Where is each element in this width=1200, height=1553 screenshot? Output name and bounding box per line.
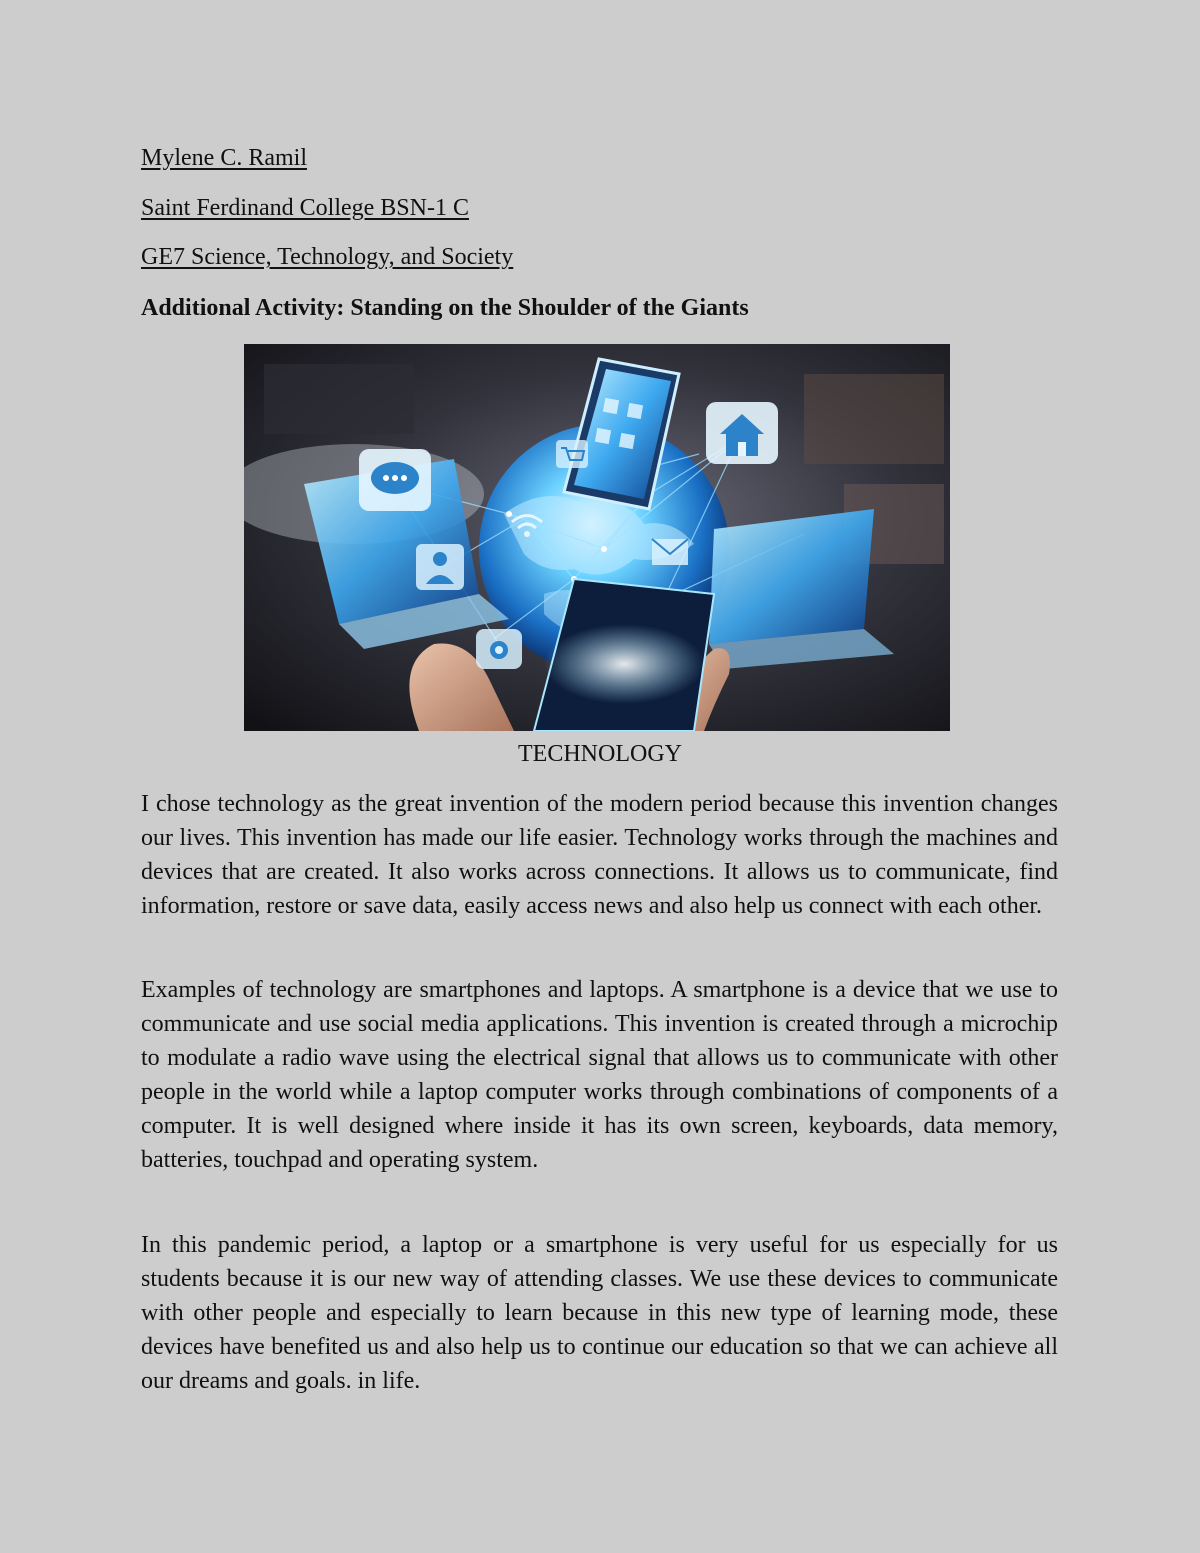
cart-icon xyxy=(556,440,588,468)
activity-title: Additional Activity: Standing on the Shoulder of the Giants xyxy=(141,295,749,321)
technology-image xyxy=(244,344,950,731)
school-section: Saint Ferdinand College BSN-1 C xyxy=(141,195,469,221)
user-icon xyxy=(416,544,464,590)
chat-bubble-icon xyxy=(359,449,431,511)
image-caption: TECHNOLOGY xyxy=(518,741,682,767)
home-icon xyxy=(706,402,778,464)
paragraph-1: I chose technology as the great invention of the modern period because this invention changes our lives. This invention has made our life easier. Technology works through the machines and devices that are created. It also works across connections. It allows us to communicate, find information, restore or save data, easily access news and also help us connect with each other. xyxy=(141,791,1058,919)
mail-icon xyxy=(652,539,688,565)
paragraph-3: In this pandemic period, a laptop or a smartphone is very useful for us especially for us students because it is our new way of attending classes. We use these devices to communicate with other people and especially to learn because in this new type of learning mode, these devices have benefited us and also help us to continue our education so that we can achieve all our dreams and goals. in life. xyxy=(141,1232,1058,1394)
tablet-icon xyxy=(709,509,894,669)
camera-icon xyxy=(476,629,522,669)
course-title: GE7 Science, Technology, and Society xyxy=(141,244,514,270)
paragraph-2: Examples of technology are smartphones and laptops. A smartphone is a device that we use to communicate and use social media applications. This invention is created through a microchip to modulate a radio wave using the electrical signal that allows us to communicate with other people in the world while a laptop computer works through combinations of components of a computer. It is well designed where inside it has its own screen, keyboards, data memory, batteries, touchpad and operating system. xyxy=(141,977,1058,1173)
author-name: Mylene C. Ramil xyxy=(141,145,307,171)
